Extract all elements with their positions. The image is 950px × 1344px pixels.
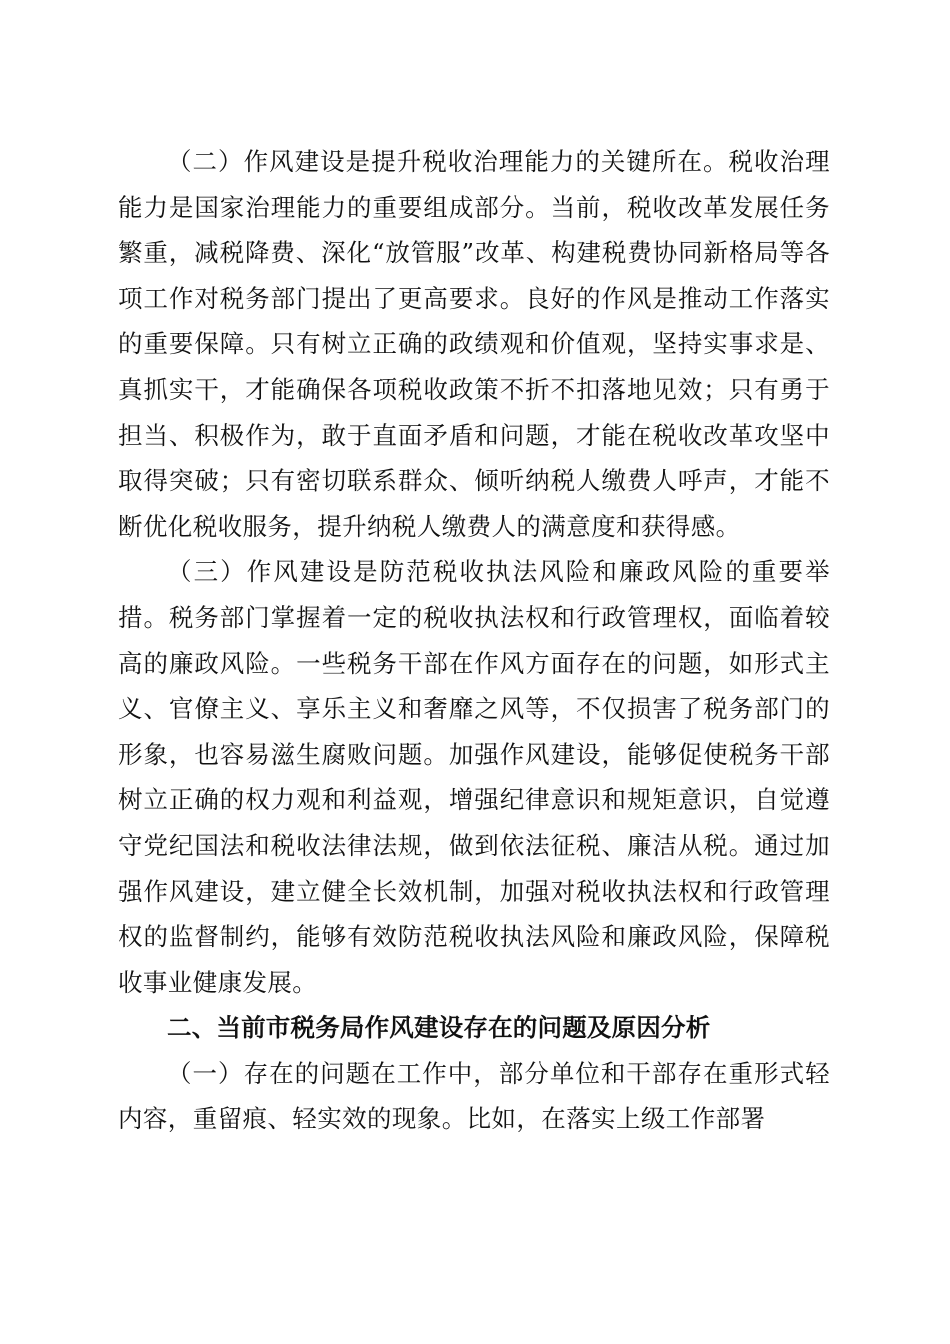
paragraph-governance-capacity: （二）作风建设是提升税收治理能力的关键所在。税收治理能力是国家治理能力的重要组成部分。当前，税收改革发展任务繁重，减税降费、深化“放管服”改革、构建税费协同新格局等各项工作对税务部门提出了更高要求。良好的作风是推动工作落实的重要保障。只有树立正确的政绩观和价值观，坚持实事求是、真抓实干，才能确保各项税收政策不折不扣落地见效；只有勇于担当、积极作为，敢于直面矛盾和问题，才能在税收改革攻坚中取得突破；只有密切联系群众、倾听纳税人缴费人呼声，才能不断优化税收服务，提升纳税人缴费人的满意度和获得感。: [118, 147, 830, 541]
paragraph-risk-prevention: （三）作风建设是防范税收执法风险和廉政风险的重要举措。税务部门掌握着一定的税收执法权和行政管理权，面临着较高的廉政风险。一些税务干部在作风方面存在的问题，如形式主义、官僚主义、享乐主义和奢靡之风等，不仅损害了税务部门的形象，也容易滋生腐败问题。加强作风建设，能够促使税务干部树立正确的权力观和利益观，增强纪律意识和规矩意识，自觉遵守党纪国法和税收法律法规，做到依法征税、廉洁从税。通过加强作风建设，建立健全长效机制，加强对税收执法权和行政管理权的监督制约，能够有效防范税收执法风险和廉政风险，保障税收事业健康发展。: [118, 557, 830, 997]
section-heading: 二、当前市税务局作风建设存在的问题及原因分析: [167, 1013, 711, 1043]
paragraph-existing-problems: （一）存在的问题在工作中，部分单位和干部存在重形式轻内容，重留痕、轻实效的现象。比如，在落实上级工作部署: [118, 1058, 830, 1134]
document-body: [118, 139, 830, 1142]
